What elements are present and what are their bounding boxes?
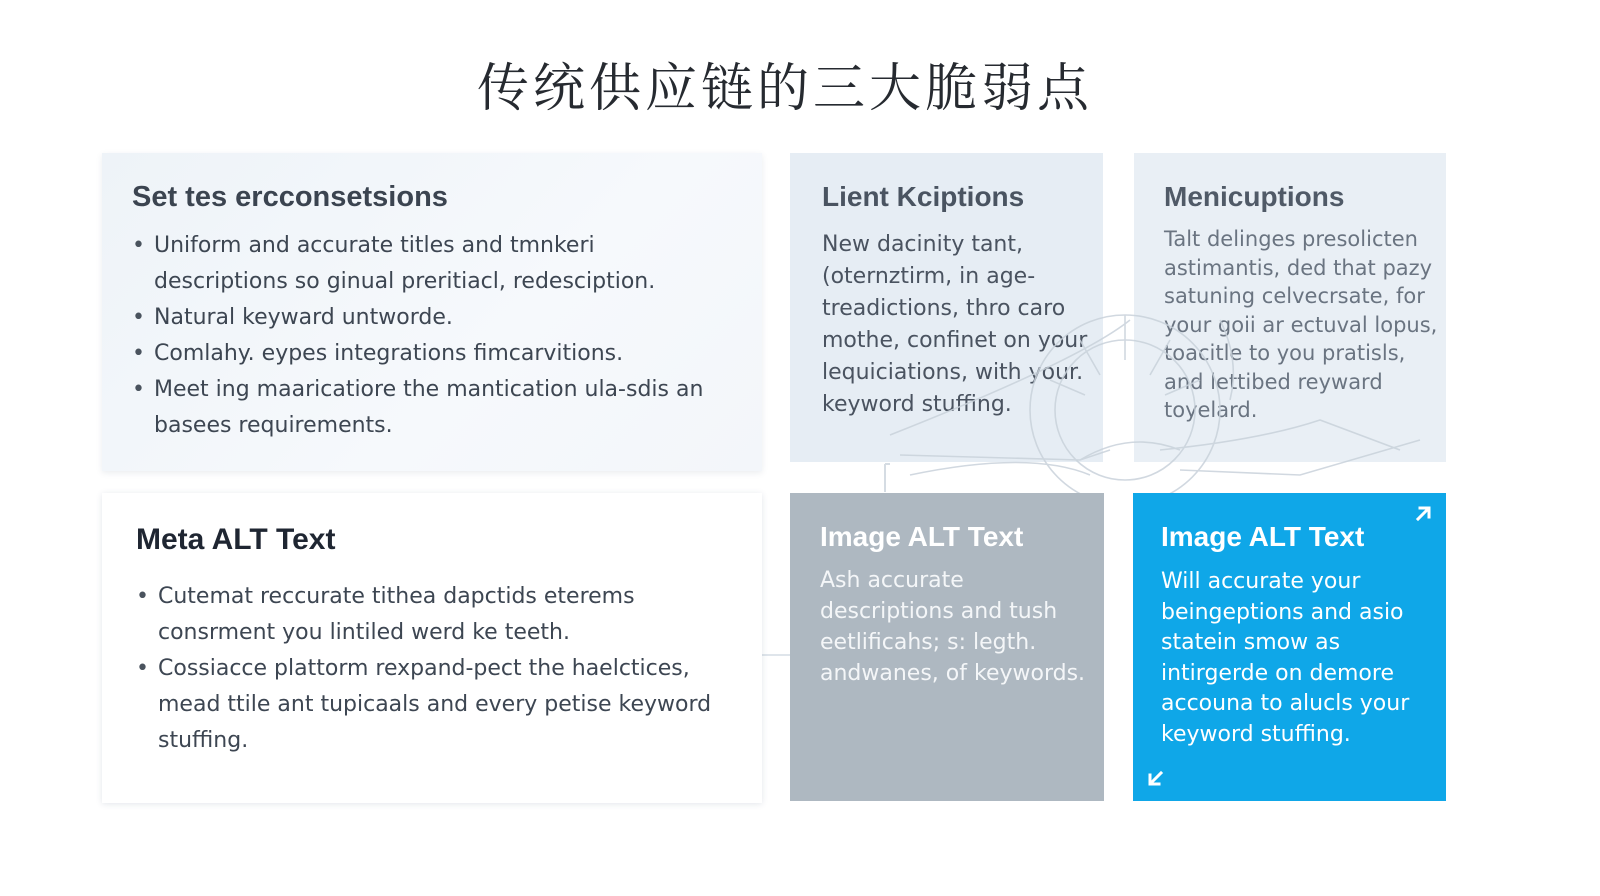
card-1-bullet-2: • Natural keyward untworde. [132,300,732,336]
page-title: 传统供应链的三大脆弱点 [476,59,1093,119]
card-2-body: New dacinity tant, (oternztirm, in age-treadictions, thro caro mothe, confinet on your lequiciations, with your. keyword stuffing. [822,232,1088,417]
card-1-bullet-3: • Comlahy. eypes integrations fimcarvitions. [132,336,732,372]
feature-card-3 [1134,153,1446,462]
feature-card-5 [790,493,1104,801]
card-1-bullet-4: • Meet ing maaricatiore the mantication ula-sdis an basees requirements. [132,372,732,444]
card-6-body: Will accurate your beingeptions and asio statein smow as intirgerde on demore accouna to alucls your keyword stuffing. [1161,569,1410,747]
feature-card-4 [102,493,762,803]
feature-card-1 [102,153,762,471]
feature-card-2 [790,153,1103,462]
card-5-body: Ash accurate descriptions and tush eetlificahs; s: legth. andwanes, of keywords. [820,568,1086,686]
card-2-title: Lient Kciptions [822,181,1025,212]
card-4-bullet-1: • Cutemat reccurate tithea dapctids eterems consrment you lintiled werd ke teeth. [136,579,732,651]
collapse-arrow-icon[interactable] [1145,767,1167,789]
card-1-bullet-1: • Uniform and accurate titles and tmnkeri descriptions so ginual preritiacl, redesciption. [132,228,732,300]
expand-arrow-icon[interactable] [1412,503,1434,525]
card-4-bullet-2: • Cossiacce plattorm rexpand-pect the haelctices, mead ttile ant tupicaals and every petise keyword stuffing. [136,651,732,759]
card-5-title: Image ALT Text [820,521,1024,552]
feature-card-6-highlighted[interactable] [1133,493,1446,801]
card-4-bullet-list [136,579,732,759]
card-1-title: Set tes ercconsetsions [132,181,448,213]
card-3-body: Talt delinges presolicten astimantis, ded that pazy satuning celvecrsate, for your goii ar ectuval lopus, toacitle to you pratisls, and lettibed reyward toyelard. [1164,227,1438,422]
card-1-bullet-list [132,228,732,444]
card-4-title: Meta ALT Text [136,523,336,556]
card-6-title: Image ALT Text [1161,521,1365,552]
card-3-title: Menicuptions [1164,181,1345,212]
